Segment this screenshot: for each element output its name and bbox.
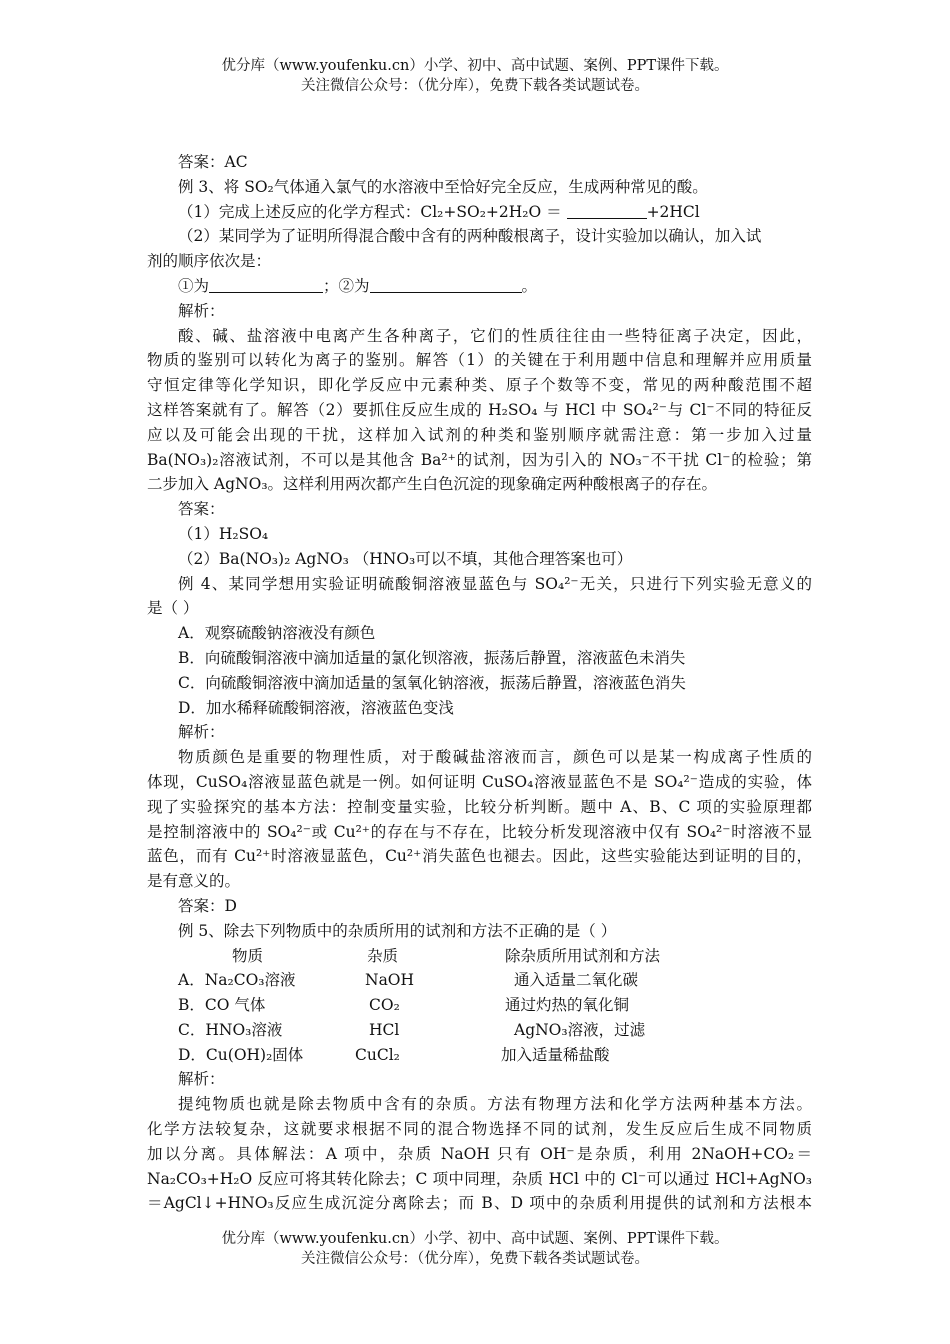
table-cell: 通入适量二氧化碳 [514, 971, 639, 990]
analysis-label: 解析： [178, 301, 225, 320]
page-header [0, 56, 950, 96]
table-cell: CO₂ [369, 996, 400, 1015]
table-row [147, 1043, 812, 1068]
example-4-intro-cont: 是（ ） [147, 599, 199, 618]
footer-line-1: 优分库（www.youfenku.cn）小学、初中、高中试题、案例、PPT课件下载。 [221, 1231, 729, 1247]
answer-blank-2 [209, 276, 323, 293]
table-cell: 通过灼热的氧化铜 [505, 996, 630, 1015]
analysis-paragraph-line: Na₂CO₃+H₂O 反应可将其转化除去；C 项中同理，杂质 HCl 中的 Cl⁻可以通过 HCl+AgNO₃ [147, 1169, 812, 1188]
table-header-row [147, 944, 812, 969]
question-1-text: （1）完成上述反应的化学方程式：Cl₂+SO₂+2H₂O ＝ [178, 202, 567, 221]
table-header-method: 除杂质所用试剂和方法 [505, 946, 661, 965]
example-3-question-2-cont: 剂的顺序依次是： [147, 252, 272, 271]
answer-line: 答案：D [178, 896, 237, 915]
analysis-label: 解析： [178, 723, 225, 742]
analysis-paragraph-line: 体现，CuSO₄溶液显蓝色就是一例。如何证明 CuSO₄溶液显蓝色不是 SO₄²⁻造成的实验，体 [147, 772, 812, 791]
analysis-paragraph-line: 化学方法较复杂，这就要求根据不同的混合物选择不同的试剂，发生反应后生成不同物质 [147, 1120, 812, 1139]
analysis-paragraph-line: 酸、碱、盐溶液中电离产生各种离子，它们的性质往往由一些特征离子决定，因此， [178, 326, 812, 345]
table-cell: CuCl₂ [355, 1045, 400, 1064]
analysis-paragraph-line: 这样答案就有了。解答（2）要抓住反应生成的 H₂SO₄ 与 HCl 中 SO₄²⁻与 Cl⁻不同的特征反 [147, 400, 812, 419]
answer-blank-3 [370, 276, 522, 293]
table-cell: 加入适量稀盐酸 [501, 1045, 610, 1064]
analysis-paragraph-line: 提纯物质也就是除去物质中含有的杂质。方法有物理方法和化学方法两种基本方法。 [178, 1095, 812, 1114]
option-c: C．向硫酸铜溶液中滴加适量的氢氧化钠溶液，振荡后静置，溶液蓝色消失 [178, 673, 686, 692]
table-cell: C．HNO₃溶液 [178, 1020, 283, 1039]
table-header-substance: 物质 [232, 946, 264, 965]
page-footer [0, 1229, 950, 1269]
question-1-suffix: +2HCl [646, 202, 700, 221]
table-row [147, 993, 812, 1018]
analysis-paragraph-line: 守恒定律等化学知识，即化学反应中元素种类、原子个数等不变，常见的两种酸范围不超 [147, 376, 812, 395]
table-cell: NaOH [365, 971, 415, 990]
option-a: A．观察硫酸钠溶液没有颜色 [178, 624, 376, 643]
example-5-intro: 例 5、除去下列物质中的杂质所用的试剂和方法不正确的是（ ） [178, 921, 617, 940]
blank-separator: ；②为 [323, 276, 370, 295]
example-4-intro: 例 4、某同学想用实验证明硫酸铜溶液显蓝色与 SO₄²⁻无关，只进行下列实验无意义的 [178, 574, 812, 593]
answer-item-1: （1）H₂SO₄ [178, 524, 269, 543]
analysis-paragraph-line: 物质的鉴别可以转化为离子的鉴别。解答（1）的关键在于利用题中信息和理解并应用质量 [147, 351, 812, 370]
answer-line: 答案：AC [178, 153, 248, 171]
header-line-2: 关注微信公众号：（优分库），免费下载各类试题试卷。 [301, 78, 649, 94]
analysis-paragraph-line: 物质颜色是重要的物理性质，对于酸碱盐溶液而言，颜色可以是某一构成离子性质的 [178, 748, 812, 767]
blank-label-1: ①为 [178, 276, 210, 295]
option-b: B．向硫酸铜溶液中滴加适量的氯化钡溶液，振荡后静置，溶液蓝色未消失 [178, 648, 686, 667]
analysis-paragraph-line: 是有意义的。 [147, 872, 241, 891]
answer-blank-1 [567, 202, 647, 219]
table-row [147, 968, 812, 993]
analysis-paragraph-line: ＝AgCl↓+HNO₃反应生成沉淀分离除去；而 B、D 项中的杂质利用提供的试剂和方法根本 [147, 1194, 812, 1213]
header-line-1: 优分库（www.youfenku.cn）小学、初中、高中试题、案例、PPT课件下载。 [221, 58, 729, 74]
analysis-paragraph-line: 应以及可能会出现的干扰，这样加入试剂的种类和鉴别顺序就需注意：第一步加入过量 [147, 425, 812, 444]
table-header-impurity: 杂质 [367, 946, 399, 965]
table-cell: D．Cu(OH)₂固体 [178, 1045, 304, 1064]
end-mark: 。 [521, 276, 538, 295]
table-cell: AgNO₃溶液，过滤 [514, 1020, 646, 1039]
table-cell: A．Na₂CO₃溶液 [178, 971, 296, 990]
footer-line-2: 关注微信公众号：（优分库），免费下载各类试题试卷。 [301, 1251, 649, 1267]
table-cell: B．CO 气体 [178, 996, 266, 1015]
example-3-question-2: （2）某同学为了证明所得混合酸中含有的两种酸根离子，设计实验加以确认，加入试 [178, 227, 762, 246]
analysis-paragraph-line: 加以分离。具体解法：A 项中，杂质 NaOH 只有 OH⁻是杂质，利用 2NaOH+CO₂＝ [147, 1144, 812, 1163]
analysis-label: 解析： [178, 1070, 225, 1089]
example-3-blanks [147, 274, 812, 299]
answer-label: 答案： [178, 500, 225, 519]
analysis-paragraph-line: 是控制溶液中的 SO₄²⁻或 Cu²⁺的存在与不存在，比较分析发现溶液中仅有 SO₄²⁻时溶液不显 [147, 822, 812, 841]
table-row [147, 1018, 812, 1043]
document-body [147, 150, 812, 1216]
analysis-paragraph-line: Ba(NO₃)₂溶液试剂，不可以是其他含 Ba²⁺的试剂，因为引入的 NO₃⁻不干扰 Cl⁻的检验；第 [147, 450, 812, 469]
answer-item-2: （2）Ba(NO₃)₂ AgNO₃ （HNO₃可以不填，其他合理答案也可） [178, 549, 633, 568]
example-3-intro: 例 3、将 SO₂气体通入氯气的水溶液中至恰好完全反应，生成两种常见的酸。 [178, 177, 708, 196]
option-d: D．加水稀释硫酸铜溶液，溶液蓝色变浅 [178, 698, 454, 717]
analysis-paragraph-line: 蓝色，而有 Cu²⁺时溶液显蓝色，Cu²⁺消失蓝色也褪去。因此，这些实验能达到证明的目的， [147, 847, 812, 866]
example-3-question-1 [147, 200, 812, 225]
analysis-paragraph-line: 现了实验探究的基本方法：控制变量实验，比较分析判断。题中 A、B、C 项的实验原理都 [147, 797, 812, 816]
analysis-paragraph-line: 二步加入 AgNO₃。这样利用两次都产生白色沉淀的现象确定两种酸根离子的存在。 [147, 475, 718, 494]
table-cell: HCl [369, 1020, 400, 1039]
